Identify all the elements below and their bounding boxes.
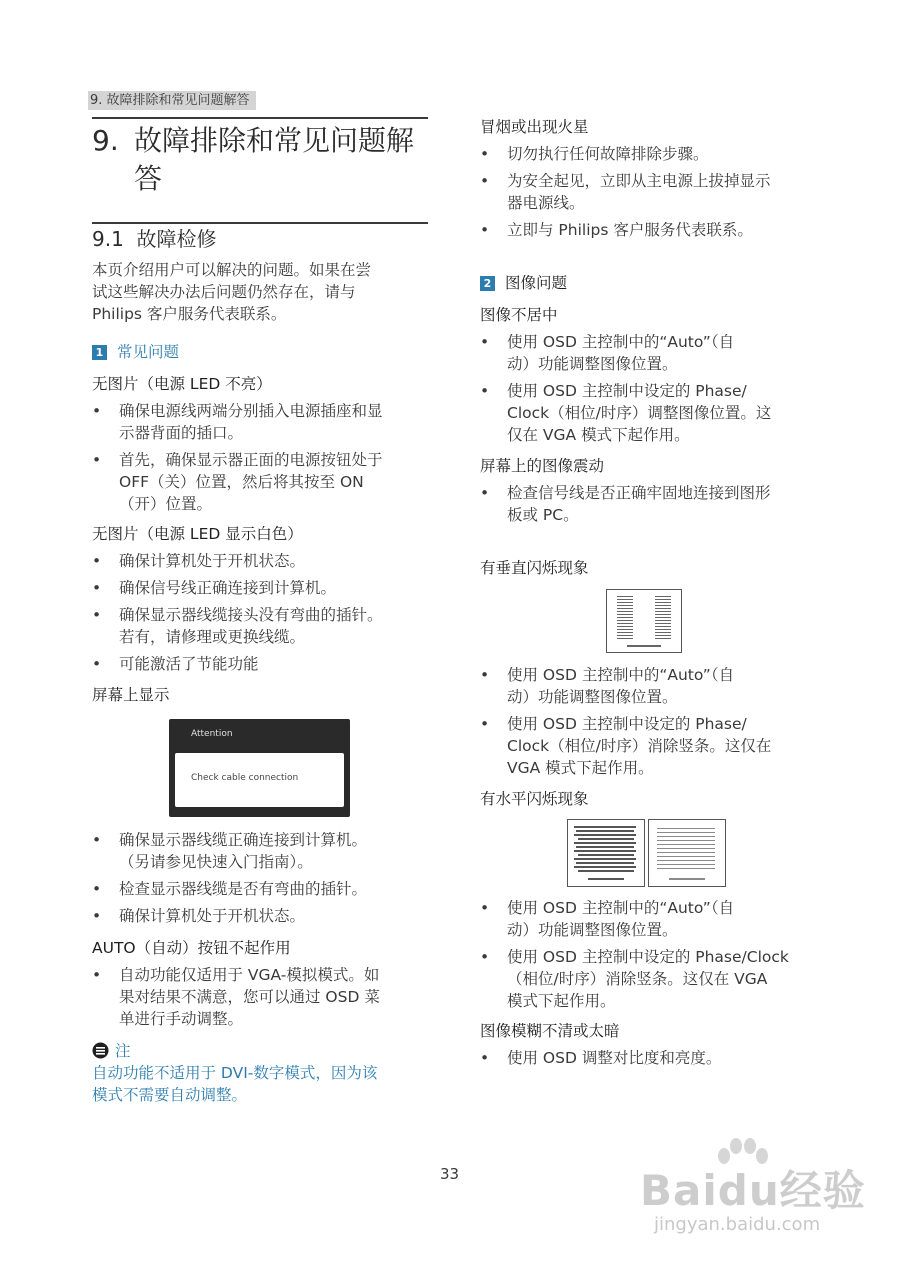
note-heading <box>92 1041 131 1064</box>
note-icon <box>92 1042 109 1064</box>
watermark <box>640 1140 880 1250</box>
subsection-image-problems <box>480 273 567 293</box>
list-item: • 确保计算机处于开机状态。 <box>92 550 428 572</box>
list-item: • 自动功能仅适用于 VGA-模拟模式。如 果对结果不满意，您可以通过 OSD 菜 单进行手动调整。 <box>92 964 428 1030</box>
chapter-title <box>92 122 428 198</box>
list-item: • 使用 OSD 主控制中设定的 Phase/ Clock（相位/时序）调整图像位置。这 仅在 VGA 模式下起作用。 <box>480 380 815 446</box>
note-line: 模式不需要自动调整。 <box>92 1086 248 1104</box>
heading-auto-button: AUTO（自动）按钮不起作用 <box>92 939 291 957</box>
list-horizontal-flicker <box>480 897 815 1017</box>
heading-horizontal-flicker: 有水平闪烁现象 <box>480 790 589 808</box>
heading-smoke: 冒烟或出现火星 <box>480 118 589 136</box>
note-line: 自动功能不适用于 DVI-数字模式，因为该 <box>92 1064 378 1082</box>
horizontal-flicker-image-before <box>567 819 645 887</box>
list-item: • 确保信号线正确连接到计算机。 <box>92 577 428 599</box>
list-auto-button <box>92 964 428 1035</box>
chapter-title-line2: 答 <box>134 162 163 195</box>
chapter-number: 9. <box>92 124 119 157</box>
subsection-number-badge: 2 <box>480 276 495 291</box>
section-title <box>92 226 217 252</box>
intro-paragraph <box>92 259 428 325</box>
horizontal-flicker-image-after <box>648 819 726 887</box>
note-text <box>92 1062 422 1106</box>
heading-vibrate: 屏幕上的图像震动 <box>480 457 605 475</box>
list-item: • 使用 OSD 调整对比度和亮度。 <box>480 1047 815 1069</box>
list-vibrate <box>480 482 815 531</box>
section-number: 9.1 <box>92 227 124 251</box>
watermark-url: jingyan.baidu.com <box>654 1214 821 1235</box>
header-tab: 9. 故障排除和常见问题解答 <box>88 91 256 110</box>
list-item: • 检查信号线是否正确牢固地连接到图形 板或 PC。 <box>480 482 815 526</box>
list-item: • 使用 OSD 主控制中的“Auto”（自 动）功能调整图像位置。 <box>480 897 815 941</box>
page-number: 33 <box>440 1165 460 1183</box>
list-item: • 确保显示器线缆正确连接到计算机。 （另请参见快速入门指南）。 <box>92 829 428 873</box>
chapter-title-line1: 故障排除和常见问题解 <box>134 124 415 157</box>
list-item: • 可能激活了节能功能 <box>92 653 428 675</box>
list-item: • 使用 OSD 主控制中设定的 Phase/Clock （相位/时序）消除竖条。这仅在 VGA 模式下起作用。 <box>480 946 815 1012</box>
subsection-label: 常见问题 <box>117 343 180 361</box>
subsection-label: 图像问题 <box>505 274 568 292</box>
osd-message-box <box>175 753 344 807</box>
list-item: • 确保显示器线缆接头没有弯曲的插针。 若有，请修理或更换线缆。 <box>92 604 428 648</box>
list-item: • 立即与 Philips 客户服务代表联系。 <box>480 219 815 241</box>
heading-no-picture-white: 无图片（电源 LED 显示白色） <box>92 525 303 543</box>
intro-line: Philips 客户服务代表联系。 <box>92 305 287 323</box>
section-title-text: 故障检修 <box>136 227 217 251</box>
watermark-logo: Baidu经验 <box>640 1166 866 1215</box>
list-vertical-flicker <box>480 664 815 784</box>
note-label: 注 <box>115 1042 131 1060</box>
chapter-rule <box>92 117 428 119</box>
heading-no-picture-off: 无图片（电源 LED 不亮） <box>92 375 272 393</box>
list-smoke <box>480 143 815 246</box>
list-no-picture-off <box>92 400 428 520</box>
osd-attention-dialog <box>169 719 350 817</box>
subsection-number-badge: 1 <box>92 345 107 360</box>
list-item: • 确保计算机处于开机状态。 <box>92 905 428 927</box>
list-not-centered <box>480 331 815 451</box>
list-on-screen <box>92 829 428 932</box>
list-blurry <box>480 1047 815 1074</box>
heading-on-screen: 屏幕上显示 <box>92 686 170 704</box>
intro-line: 本页介绍用户可以解决的问题。如果在尝 <box>92 261 372 279</box>
list-item: • 使用 OSD 主控制中的“Auto”（自 动）功能调整图像位置。 <box>480 331 815 375</box>
heading-not-centered: 图像不居中 <box>480 306 558 324</box>
list-item: • 使用 OSD 主控制中设定的 Phase/ Clock（相位/时序）消除竖条。这仅在 VGA 模式下起作用。 <box>480 713 815 779</box>
heading-vertical-flicker: 有垂直闪烁现象 <box>480 559 589 577</box>
subsection-common-problems <box>92 342 179 362</box>
osd-message: Check cable connection <box>191 773 299 783</box>
heading-blurry: 图像模糊不清或太暗 <box>480 1022 620 1040</box>
section-rule <box>92 222 428 224</box>
list-item: • 为安全起见，立即从主电源上拔掉显示 器电源线。 <box>480 170 815 214</box>
osd-title: Attention <box>191 729 233 739</box>
intro-line: 试这些解决办法后问题仍然存在，请与 <box>92 283 356 301</box>
vertical-flicker-image <box>606 589 682 653</box>
list-item: • 切勿执行任何故障排除步骤。 <box>480 143 815 165</box>
list-item: • 确保电源线两端分别插入电源插座和显 示器背面的插口。 <box>92 400 428 444</box>
list-item: • 首先，确保显示器正面的电源按钮处于 OFF（关）位置，然后将其按至 ON （开）位置。 <box>92 449 428 515</box>
list-item: • 检查显示器线缆是否有弯曲的插针。 <box>92 878 428 900</box>
list-no-picture-white <box>92 550 428 680</box>
list-item: • 使用 OSD 主控制中的“Auto”（自 动）功能调整图像位置。 <box>480 664 815 708</box>
